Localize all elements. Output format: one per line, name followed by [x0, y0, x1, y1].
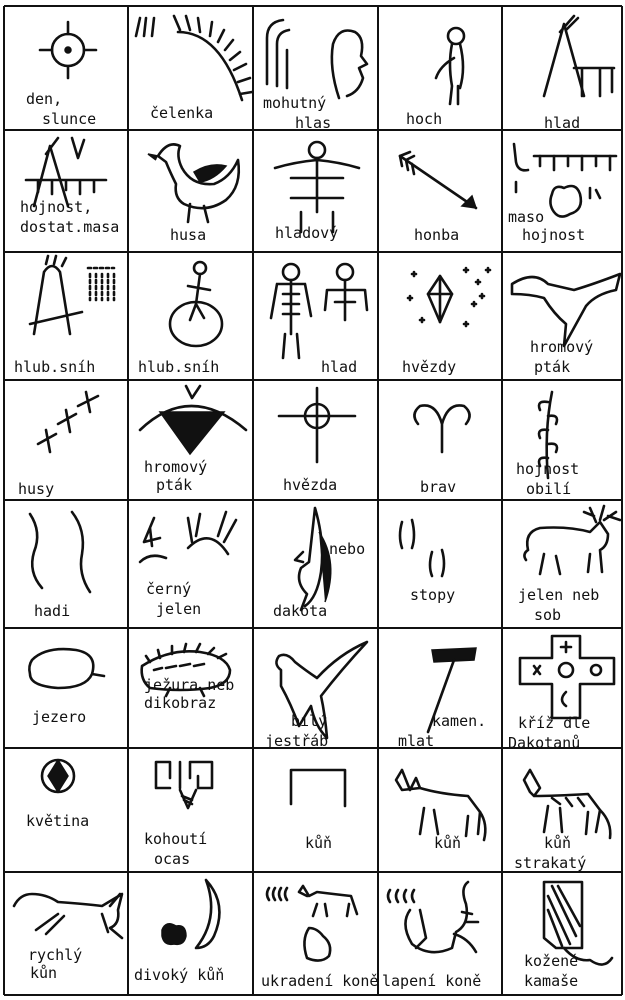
cell-label: černý: [146, 580, 192, 598]
cell-label: ježura neb: [144, 676, 235, 694]
cell-label: ukradení koně: [261, 972, 379, 990]
cell-label: hoch: [406, 110, 443, 128]
cell-label: husa: [170, 226, 207, 244]
cell-label: honba: [414, 226, 460, 244]
cell-label: strakatý: [514, 854, 587, 872]
cell-label: nebo: [329, 540, 366, 558]
cell-label: kůn: [30, 964, 58, 982]
cell-label: hlub.sníh: [14, 358, 96, 376]
cell-label: kamen.: [432, 712, 487, 730]
cell-label: pták: [156, 476, 193, 494]
cell-label: hlub.sníh: [138, 358, 220, 376]
cell-label: čelenka: [150, 104, 214, 122]
cell-label: hlad: [321, 358, 358, 376]
cell-label: dostat.masa: [20, 218, 120, 236]
cell-label: hlas: [295, 114, 332, 132]
cell-label: jelen: [156, 600, 202, 618]
cell-label: mohutný: [263, 94, 327, 112]
cell-label: hvězdy: [402, 358, 457, 376]
cell-label: maso: [508, 208, 545, 226]
cell-label: stopy: [410, 586, 456, 604]
cell-label: kůň: [305, 834, 333, 852]
cell-label: kamaše: [524, 972, 579, 990]
cell-label: bílý: [291, 712, 328, 730]
cell-label: jezero: [32, 708, 87, 726]
cell-label: divoký kůň: [134, 966, 225, 984]
cell-label: kožené: [524, 952, 579, 970]
cell-label: květina: [26, 812, 90, 830]
cell-label: brav: [420, 478, 457, 496]
cell-label: hojnost: [522, 226, 586, 244]
cell-label: pták: [534, 358, 571, 376]
cell-label: mlat: [398, 732, 435, 750]
cell-label: kůň: [544, 834, 572, 852]
cell-label: Dakotanů: [508, 734, 581, 752]
cell-label: slunce: [42, 110, 97, 128]
cell-label: dikobraz: [144, 694, 217, 712]
cell-label: kůň: [434, 834, 462, 852]
cell-label: hadi: [34, 602, 71, 620]
cell-label: jestřáb: [265, 732, 329, 750]
cell-label: kohoutí: [144, 830, 208, 848]
cell-label: den,: [26, 90, 63, 108]
cell-label: obilí: [526, 480, 572, 498]
cell-label: hojnost,: [20, 198, 93, 216]
cell-label: husy: [18, 480, 55, 498]
cell-label: rychlý: [28, 946, 83, 964]
cell-label: hromový: [530, 338, 594, 356]
cell-label: hojnost: [516, 460, 580, 478]
cell-label: lapení koně: [382, 972, 482, 990]
cell-label: ocas: [154, 850, 191, 868]
cell-label: jelen neb: [518, 586, 600, 604]
cell-label: kříž dle: [518, 714, 591, 732]
cell-label: hlad: [544, 114, 581, 132]
cell-label: hromový: [144, 458, 208, 476]
cell-label: sob: [534, 606, 562, 624]
cell-label: hladový: [275, 224, 339, 242]
cell-label: dakota: [273, 602, 328, 620]
cell-label: hvězda: [283, 476, 338, 494]
